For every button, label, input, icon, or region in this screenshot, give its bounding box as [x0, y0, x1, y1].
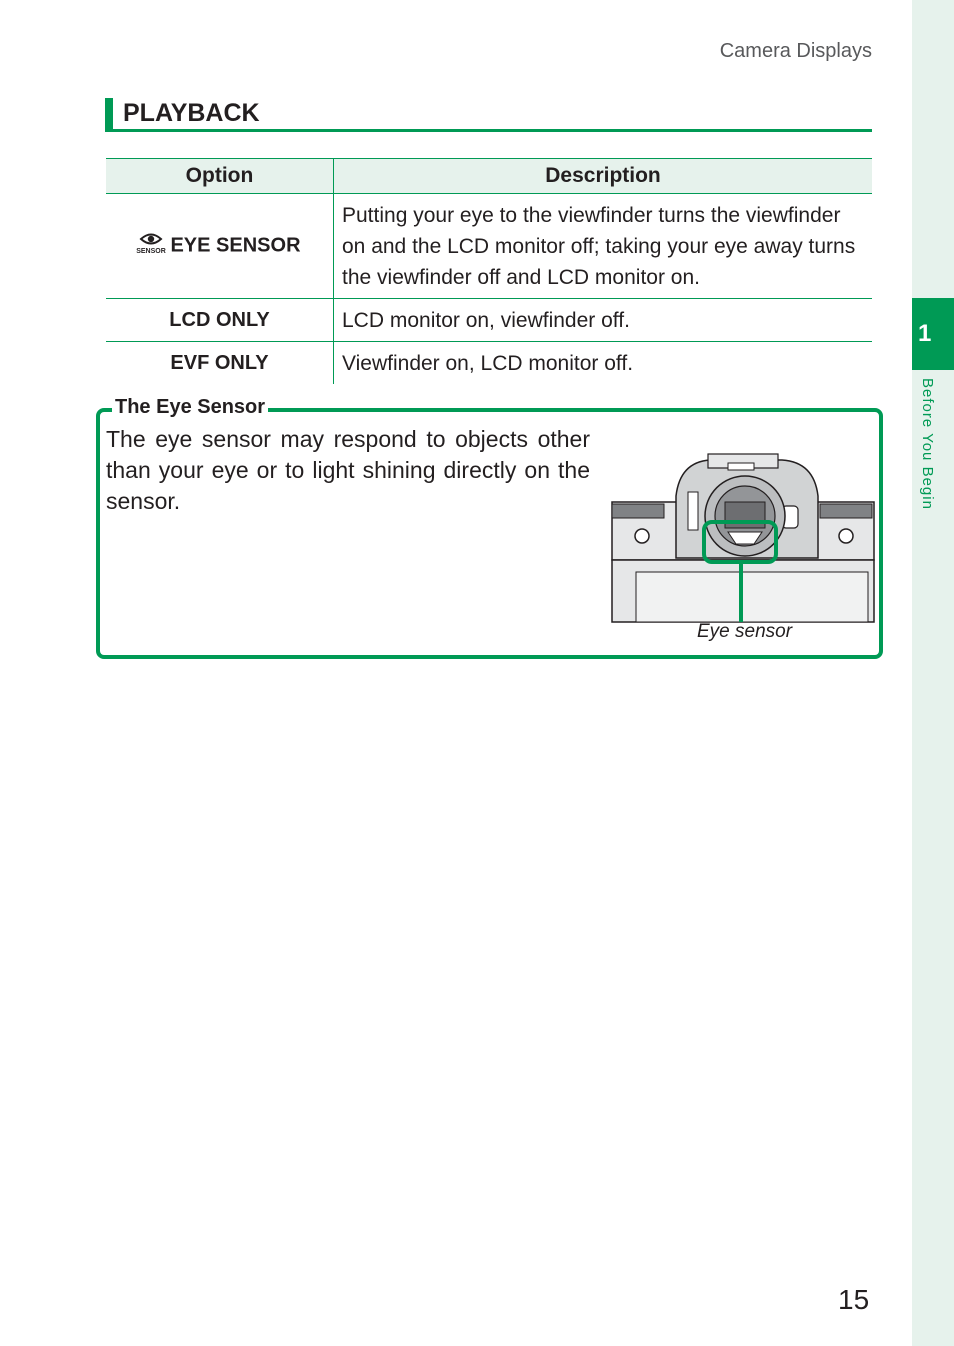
eye-sensor-icon-text: SENSOR	[136, 248, 167, 255]
running-head: Camera Displays	[719, 40, 872, 62]
note-title: The Eye Sensor	[112, 396, 268, 419]
header-description: Description	[334, 159, 873, 194]
option-cell: EVF ONLY	[106, 342, 334, 385]
note-text: The eye sensor may respond to objects other than your eye or to light shining directly on the sensor.	[106, 426, 590, 514]
description-cell: LCD monitor on, viewfinder off.	[334, 299, 873, 342]
page-number: 15	[838, 1284, 870, 1315]
section-heading	[105, 98, 872, 132]
header-option: Option	[106, 159, 334, 194]
figure-caption: Eye sensor	[697, 621, 793, 642]
camera-illustration	[610, 452, 874, 622]
table-row	[106, 299, 872, 342]
table-row	[106, 194, 872, 299]
eye-sensor-icon	[136, 231, 167, 261]
chapter-number: 1	[918, 320, 932, 347]
description-cell: Viewfinder on, LCD monitor off.	[342, 351, 634, 375]
side-strip	[912, 0, 954, 1346]
table-header-row	[106, 159, 872, 194]
section-marker	[105, 98, 113, 132]
section-title: PLAYBACK	[123, 99, 260, 127]
description-cell: Putting your eye to the viewfinder turns the viewfinder on and the LCD monitor off; taking your eye away turns the viewfinder off and LCD monitor on.	[334, 194, 873, 299]
chapter-label: Before You Begin	[919, 378, 936, 510]
option-cell: LCD ONLY	[106, 299, 334, 342]
options-table	[106, 158, 872, 384]
option-label: EYE SENSOR	[170, 234, 301, 257]
chapter-tab[interactable]	[912, 298, 954, 370]
table-row	[106, 342, 872, 385]
option-cell	[106, 194, 334, 299]
